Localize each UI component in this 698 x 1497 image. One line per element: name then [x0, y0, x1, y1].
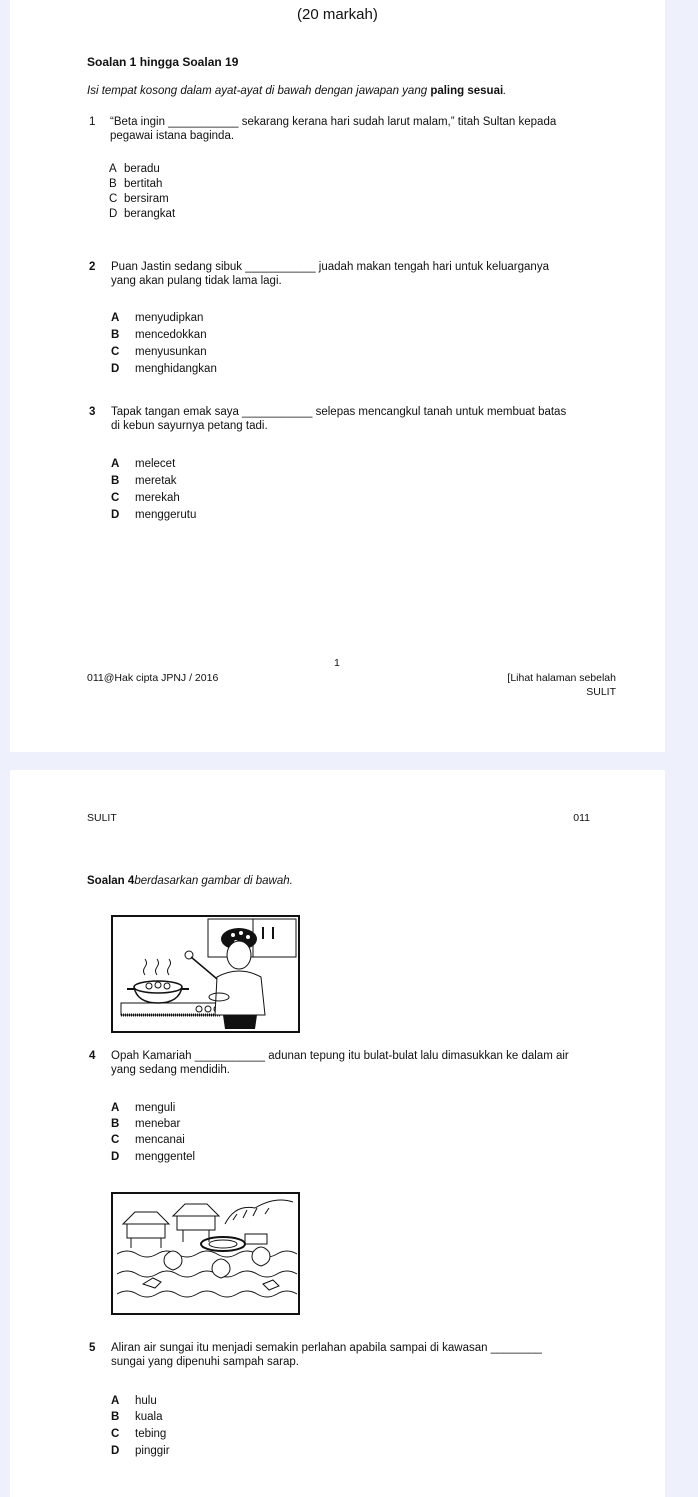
- question-2-number: 2: [89, 261, 96, 273]
- option-text: pinggir: [135, 1445, 170, 1457]
- cooking-illustration-icon: [113, 917, 298, 1031]
- option-text: menghidangkan: [135, 363, 217, 375]
- option-text: menyudipkan: [135, 312, 204, 324]
- option-text: melecet: [135, 458, 176, 470]
- footer-sulit: SULIT: [586, 686, 616, 698]
- question-5-option-d[interactable]: [111, 1444, 170, 1458]
- option-text: merekah: [135, 492, 180, 504]
- question-3-line-2: di kebun sayurnya petang tadi.: [111, 420, 268, 432]
- section-bold: Soalan 4: [87, 875, 135, 887]
- question-4-option-b[interactable]: [111, 1117, 180, 1131]
- section-title: Soalan 1 hingga Soalan 19: [87, 55, 239, 69]
- question-2-text: [111, 260, 585, 288]
- exam-page-1: [10, 0, 665, 752]
- option-letter: A: [111, 1102, 120, 1114]
- question-5-number: 5: [89, 1342, 96, 1354]
- question-2-line-2: yang akan pulang tidak lama lagi.: [111, 275, 282, 287]
- option-letter: A: [109, 163, 117, 175]
- question-4-text: [111, 1049, 585, 1077]
- question-5-line-1: Aliran air sungai itu menjadi semakin perlahan apabila sampai di kawasan ________: [111, 1342, 542, 1354]
- option-letter: B: [111, 329, 120, 341]
- instruction-text: [87, 84, 506, 98]
- question-1-line-2: pegawai istana baginda.: [110, 130, 235, 142]
- option-letter: A: [111, 1395, 120, 1407]
- question-3-option-c[interactable]: [111, 491, 180, 505]
- option-text: menebar: [135, 1118, 181, 1130]
- marks-label: (20 markah): [297, 6, 378, 23]
- question-2-option-b[interactable]: [111, 328, 207, 342]
- instruction-prefix: Isi tempat kosong dalam ayat-ayat di bawah dengan jawapan yang: [87, 85, 431, 97]
- question-1-text: [110, 115, 584, 143]
- option-letter: B: [109, 178, 117, 190]
- footer-copyright: 011@Hak cipta JPNJ / 2016: [87, 672, 219, 684]
- option-letter: C: [111, 1428, 120, 1440]
- question-1-number: 1: [89, 116, 96, 128]
- option-text: kuala: [135, 1411, 163, 1423]
- option-letter: C: [111, 492, 120, 504]
- question-3-line-1: Tapak tangan emak saya ___________ selepas mencangkul tanah untuk membuat batas: [111, 406, 567, 418]
- question-1-line-1: “Beta ingin ___________ sekarang kerana hari sudah larut malam,” titah Sultan kepada: [110, 116, 557, 128]
- option-text: tebing: [135, 1428, 167, 1440]
- question-4-option-d[interactable]: [111, 1150, 195, 1164]
- option-text: hulu: [135, 1395, 157, 1407]
- option-text: mencedokkan: [135, 329, 207, 341]
- option-text: menggerutu: [135, 509, 197, 521]
- question-2-option-a[interactable]: [111, 311, 203, 325]
- question-4-line-2: yang sedang mendidih.: [111, 1064, 230, 1076]
- option-letter: A: [111, 458, 120, 470]
- exam-page-2: [10, 770, 665, 1497]
- option-text: berangkat: [124, 208, 176, 220]
- header-code: 011: [573, 812, 590, 824]
- instruction-suffix: .: [503, 85, 507, 97]
- question-4-option-a[interactable]: [111, 1101, 175, 1115]
- question-2-line-1: Puan Jastin sedang sibuk ___________ juadah makan tengah hari untuk keluarganya: [111, 261, 549, 273]
- option-letter: D: [111, 363, 120, 375]
- header-sulit: SULIT: [87, 812, 117, 824]
- question-3-option-d[interactable]: [111, 508, 196, 522]
- question-3-option-b[interactable]: [111, 474, 177, 488]
- question-1-option-a[interactable]: [109, 162, 160, 176]
- question-3-option-a[interactable]: [111, 457, 175, 471]
- option-letter: D: [111, 1445, 120, 1457]
- page-number: 1: [334, 657, 340, 669]
- option-letter: B: [111, 475, 120, 487]
- question-1-option-c[interactable]: [109, 192, 169, 206]
- option-letter: D: [109, 208, 118, 220]
- picture-river: [111, 1192, 300, 1315]
- option-letter: D: [111, 1151, 120, 1163]
- question-5-option-a[interactable]: [111, 1394, 157, 1408]
- question-5-line-2: sungai yang dipenuhi sampah sarap.: [111, 1356, 299, 1368]
- option-text: meretak: [135, 475, 177, 487]
- option-text: bersiram: [124, 193, 169, 205]
- option-letter: C: [111, 1134, 120, 1146]
- option-letter: B: [111, 1118, 120, 1130]
- question-3-number: 3: [89, 406, 96, 418]
- question-4-line-1: Opah Kamariah ___________ adunan tepung itu bulat-bulat lalu dimasukkan ke dalam air: [111, 1050, 569, 1062]
- footer-next-page: [Lihat halaman sebelah: [507, 672, 616, 684]
- section-italic: berdasarkan gambar di bawah.: [134, 875, 293, 887]
- option-letter: C: [109, 193, 118, 205]
- question-4-number: 4: [89, 1050, 96, 1062]
- question-1-option-d[interactable]: [109, 207, 175, 221]
- option-letter: B: [111, 1411, 120, 1423]
- option-text: bertitah: [124, 178, 163, 190]
- section-instruction: [87, 874, 293, 888]
- instruction-bold: paling sesuai: [430, 85, 504, 97]
- question-5-option-c[interactable]: [111, 1427, 166, 1441]
- question-1-option-b[interactable]: [109, 177, 162, 191]
- option-text: menguli: [135, 1102, 176, 1114]
- river-illustration-icon: [113, 1194, 298, 1313]
- option-letter: D: [111, 509, 120, 521]
- option-text: beradu: [124, 163, 160, 175]
- question-2-option-c[interactable]: [111, 345, 207, 359]
- question-3-text: [111, 405, 585, 433]
- option-letter: A: [111, 312, 120, 324]
- question-2-option-d[interactable]: [111, 362, 217, 376]
- option-letter: C: [111, 346, 120, 358]
- option-text: menyusunkan: [135, 346, 207, 358]
- option-text: mencanai: [135, 1134, 185, 1146]
- option-text: menggentel: [135, 1151, 196, 1163]
- question-4-option-c[interactable]: [111, 1133, 185, 1147]
- question-5-text: [111, 1341, 585, 1369]
- picture-cooking: [111, 915, 300, 1033]
- question-5-option-b[interactable]: [111, 1410, 163, 1424]
